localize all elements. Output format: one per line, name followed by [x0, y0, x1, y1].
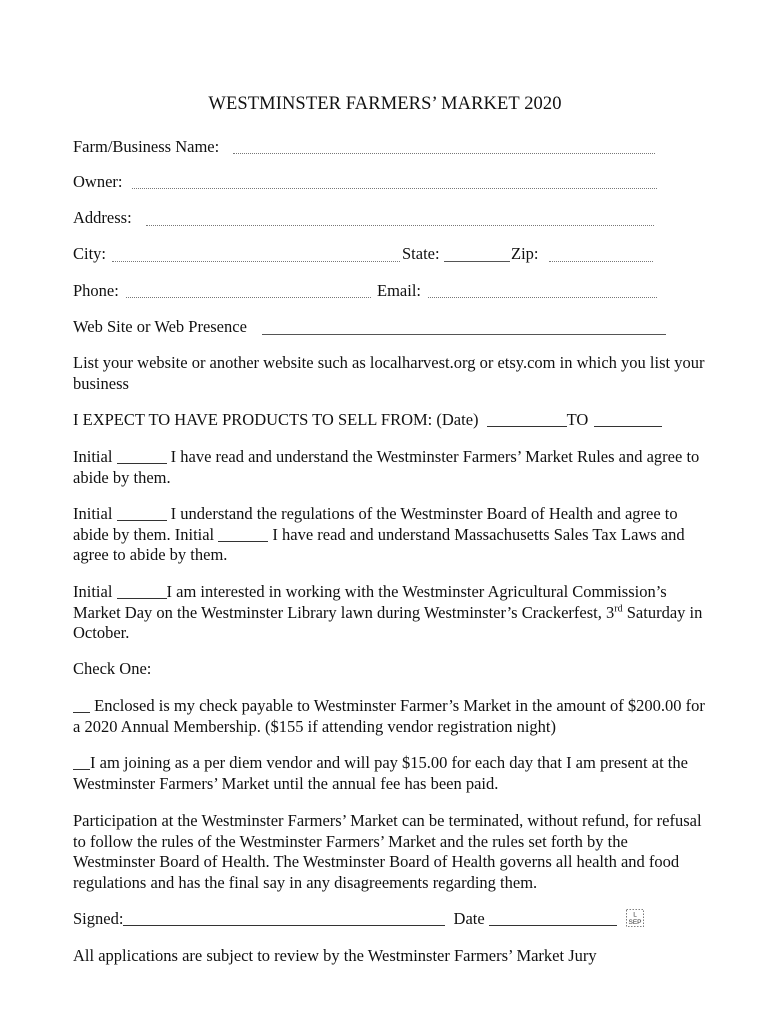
- address-field[interactable]: [146, 225, 654, 226]
- date-to-field[interactable]: [594, 426, 662, 427]
- option-annual: [73, 696, 713, 737]
- sep-marker-icon: [626, 909, 644, 927]
- initial-health-text: I understand the regulations of the Westminster Board of Health and agree to abide by them.: [73, 504, 678, 544]
- phone-field[interactable]: [126, 297, 371, 298]
- option-annual-checkbox[interactable]: [73, 712, 90, 713]
- zip-field[interactable]: [549, 261, 653, 262]
- signature-field[interactable]: [123, 925, 445, 926]
- participation-paragraph: Participation at the Westminster Farmers’ Market can be terminated, without refund, for refusal to follow the rules of the Westminster Farmers’ Market and the rules set forth by the Westminster Board of Health. The Westminster Board of Health governs all health and food regulations and has the final say in any disagreements regarding them.: [73, 811, 702, 892]
- signed-label: Signed:: [73, 909, 124, 928]
- date-label: Date: [453, 909, 485, 928]
- initial-word: Initial: [174, 524, 215, 544]
- owner-label: Owner:: [73, 172, 123, 191]
- phone-label: Phone:: [73, 281, 119, 300]
- state-field[interactable]: [444, 261, 510, 262]
- option-per-diem: [73, 753, 713, 794]
- initial-word: Initial: [73, 447, 113, 466]
- option-per-diem-text: I am joining as a per diem vendor and will pay $15.00 for each day that I am present at the Westminster Farmers’ Market until the annual fee has been paid.: [73, 753, 688, 793]
- owner-field[interactable]: [132, 188, 657, 189]
- initial-word: Initial: [73, 582, 113, 601]
- address-label: Address:: [73, 208, 132, 227]
- dates-label: I EXPECT TO HAVE PRODUCTS TO SELL FROM: (Date): [73, 410, 479, 429]
- initial-health-field[interactable]: [117, 520, 167, 521]
- initial-rules-paragraph: [73, 447, 713, 488]
- website-note: List your website or another website such as localharvest.org or etsy.com in which you list your business: [73, 353, 705, 393]
- signature-row: [73, 909, 617, 929]
- initial-rules-field[interactable]: [117, 463, 167, 464]
- initial-ag-paragraph: [73, 582, 713, 644]
- date-from-field[interactable]: [487, 426, 567, 427]
- initial-rules-text: I have read and understand the Westminster Farmers’ Market Rules and agree to abide by them.: [73, 447, 700, 487]
- website-field[interactable]: [262, 334, 666, 335]
- sep-marker-bottom: SEP: [628, 919, 642, 926]
- form-title: WESTMINSTER FARMERS’ MARKET 2020: [208, 94, 562, 114]
- website-label: Web Site or Web Presence: [73, 317, 247, 336]
- dates-to-label: TO: [566, 410, 589, 429]
- sep-marker-top: L: [633, 911, 637, 919]
- farm-name-label: Farm/Business Name:: [73, 137, 220, 156]
- initial-ag-field[interactable]: [117, 598, 167, 599]
- option-annual-text: Enclosed is my check payable to Westminster Farmer’s Market in the amount of $200.00 for a 2020 Annual Membership. ($155 if attending vendor registration night): [73, 696, 705, 736]
- state-label: State:: [402, 244, 440, 263]
- ordinal-suffix: rd: [614, 603, 623, 614]
- option-per-diem-checkbox[interactable]: [73, 769, 90, 770]
- city-field[interactable]: [112, 261, 400, 262]
- zip-label: Zip:: [511, 244, 539, 263]
- initial-ag-text-end: Saturday in October.: [73, 602, 703, 642]
- city-label: City:: [73, 244, 107, 263]
- signature-date-field[interactable]: [489, 925, 617, 926]
- initial-tax-field[interactable]: [218, 541, 268, 542]
- email-label: Email:: [377, 281, 421, 300]
- check-one-label: Check One:: [73, 659, 152, 678]
- email-field[interactable]: [428, 297, 657, 298]
- initial-word: Initial: [73, 504, 113, 523]
- initial-tax-text: I have read and understand Massachusetts Sales Tax Laws and agree to abide by them.: [73, 524, 685, 564]
- farm-name-field[interactable]: [233, 153, 655, 154]
- review-note: All applications are subject to review by the Westminster Farmers’ Market Jury: [73, 946, 597, 965]
- initial-ag-text: I am interested in working with the Westminster Agricultural Commission’s Market Day on the Westminster Library lawn during Westminster’s Crackerfest, 3: [73, 582, 667, 622]
- dates-row: [73, 410, 662, 430]
- initial-health-paragraph: [73, 504, 713, 566]
